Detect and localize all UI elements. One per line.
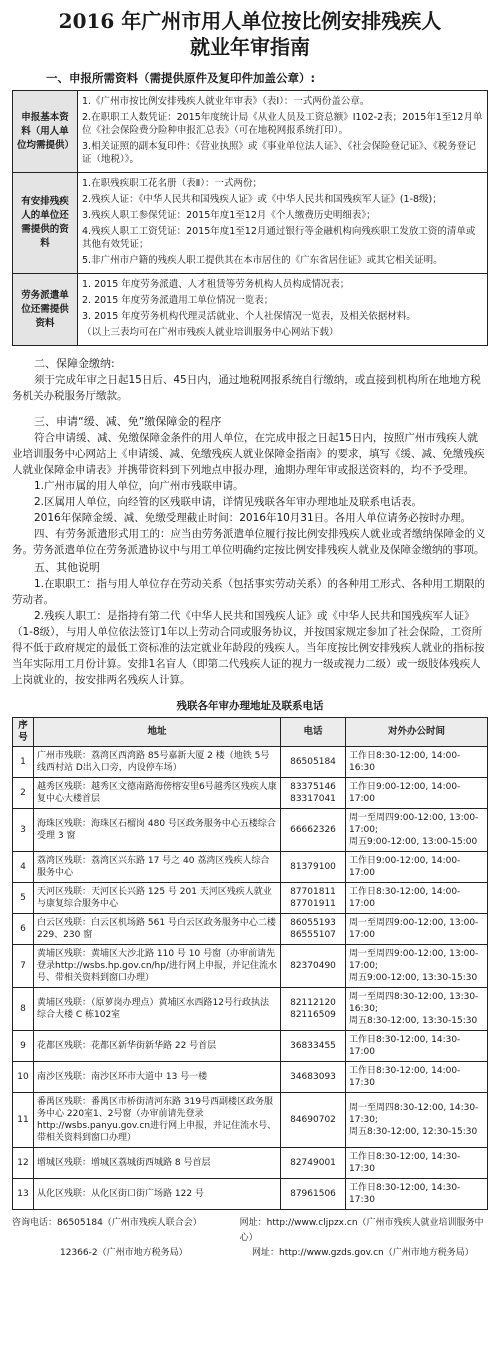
address-table-header bbox=[13, 718, 488, 747]
title-line-2: 就业年审指南 bbox=[190, 35, 310, 59]
header-tel: 电话 bbox=[281, 718, 346, 747]
cell-tel: 87961506 bbox=[281, 1179, 346, 1210]
cell-tel: 36833455 bbox=[281, 1031, 346, 1062]
table-row bbox=[13, 1179, 488, 1210]
cell-tel: 34683093 bbox=[281, 1062, 346, 1093]
table-row bbox=[13, 852, 488, 883]
cell-tel: 82370490 bbox=[281, 945, 346, 988]
req-row-dispatch bbox=[13, 274, 488, 346]
page-title bbox=[12, 8, 488, 60]
table-row bbox=[13, 778, 488, 809]
req-item: 2.在职职工人数凭证：2015年度统计局《从业人员及工资总额》I102-2表；2015年1至12月单位《社会保险费分险种申报汇总表》（可在地税网报系统打印）。 bbox=[82, 112, 483, 136]
req-item: 3.相关证照的副本复印件：《营业执照》或《事业单位法人证》、《社会保险登记证》、《税务登记证（地税）》。 bbox=[82, 141, 476, 165]
cell-no: 9 bbox=[13, 1031, 34, 1062]
req-item: 1. 2015 年度劳务派遣、人才租赁等劳务机构人员构成情况表； bbox=[82, 279, 350, 290]
cell-tel: 82112120 82116509 bbox=[281, 988, 346, 1031]
cell-no: 13 bbox=[13, 1179, 34, 1210]
cell-tel: 82749001 bbox=[281, 1148, 346, 1179]
header-hours: 对外办公时间 bbox=[346, 718, 488, 747]
cell-hours: 周一至周四9:00-12:00, 13:00-17:00; 周五9:00-12:00, 13:30-15:30 bbox=[346, 945, 488, 988]
req-item: 3. 2015 年度劳务机构代理灵活就业、个人社保情况一览表，及相关依据材料。 bbox=[82, 311, 416, 322]
cell-addr: 增城区残联：增城区荔城街西城路 8 号首层 bbox=[34, 1148, 281, 1179]
req-item: 2.残疾人证：《中华人民共和国残疾人证》或《中华人民共和国残疾军人证》(1-8级)； bbox=[82, 194, 442, 205]
header-addr: 地址 bbox=[34, 718, 281, 747]
cell-tel: 83375146 83317041 bbox=[281, 778, 346, 809]
table-row bbox=[13, 1062, 488, 1093]
section1-heading: 一、申报所需资料（需提供原件及复印件加盖公章）: bbox=[46, 71, 316, 85]
footer bbox=[12, 1216, 488, 1261]
cell-tel: 81379100 bbox=[281, 852, 346, 883]
cell-no: 1 bbox=[13, 747, 34, 778]
cell-addr: 广州市残联：荔湾区西湾路 85号嘉新大厦 2 楼（地铁 5号线西村站 D出入口旁，内设停车场） bbox=[34, 747, 281, 778]
table-row bbox=[13, 1093, 488, 1148]
section4-text: 四、有劳务派遣形式用工的：应当由劳务派遣单位履行按比例安排残疾人就业或者缴纳保障金的义务。劳务派遣单位在劳务派遣协议中与用工单位明确约定按比例安排残疾人就业及保障金缴纳的事项。 bbox=[12, 528, 486, 556]
table-row bbox=[13, 914, 488, 945]
footer-consult: 咨询电话：86505184（广州市残疾人联合会） bbox=[12, 1218, 202, 1228]
req-items-dispatch bbox=[78, 274, 488, 346]
section5-item-2: 2.残疾人职工：是指持有第二代《中华人民共和国残疾人证》或《中华人民共和国残疾军人证》（1-8级），与用人单位依法签订1年以上劳动合同或服务协议，并按国家规定参加了社会保险，工资所得不低于政府规定的最低工资标准的法定就业年龄段的残疾人。当年度按比例安排残疾人就业的指标按当年实际用工月份计算。安排1名盲人（即第二代残疾人证的视力一级或视力二级）或一级肢体残疾人上岗就业的，按安排两名残疾人计算。 bbox=[12, 610, 485, 686]
req-item: 4.残疾人职工工资凭证：2015年度1至12月通过银行等金融机构向残疾职工发放工资的清单或其他有效凭证； bbox=[82, 226, 476, 250]
cell-hours: 工作日8:30-12:00, 14:00-17:00 bbox=[346, 883, 488, 914]
table-row bbox=[13, 883, 488, 914]
section5-item-1: 1.在职职工：指与用人单位存在劳动关系（包括事实劳动关系）的各种用工形式、各种用工期限的劳动者。 bbox=[12, 578, 486, 606]
req-item: 5.非广州市户籍的残疾人职工提供其在本市居住的《广东省居住证》或其它相关证明。 bbox=[82, 255, 443, 266]
cell-addr: 番禺区残联：番禺区市桥街清河东路 319号西副楼区政务服务中心 220室1、2号窗（办审前请先登录http://wsbs.panyu.gov.cn进行网上申报，并记住流水号、带相关资料到窗口办理） bbox=[34, 1093, 281, 1148]
table-row bbox=[13, 945, 488, 988]
section3-item-1: 1.广州市属的用人单位，向广州市残联申请。 bbox=[34, 480, 244, 492]
cell-tel: 86505184 bbox=[281, 747, 346, 778]
cell-addr: 花都区残联：花都区新华街新华路 22 号首层 bbox=[34, 1031, 281, 1062]
cell-addr: 海珠区残联：海珠区石榴岗 480 号区政务服务中心五楼综合受理 3 窗 bbox=[34, 809, 281, 852]
address-table-title: 残联各年审办理地址及联系电话 bbox=[176, 700, 324, 712]
cell-hours: 工作日8:30-12:00, 14:00-16:30 bbox=[346, 747, 488, 778]
cell-tel: 86055193 86555107 bbox=[281, 914, 346, 945]
req-item: 2. 2015 年度劳务派遣用工单位情况一览表； bbox=[82, 295, 274, 306]
req-side-basic: 申报基本资料（用人单位均需提供） bbox=[13, 91, 78, 173]
req-row-disabled bbox=[13, 173, 488, 274]
cell-hours: 工作日9:00-12:00, 14:00-17:00 bbox=[346, 778, 488, 809]
footer-consult-2: 12366-2（广州市地方税务局） bbox=[60, 1248, 188, 1258]
cell-addr: 越秀区残联：越秀区文德南路海傍榕安里6号越秀区残疾人康复中心大楼首层 bbox=[34, 778, 281, 809]
footer-row-2 bbox=[12, 1246, 488, 1261]
cell-no: 2 bbox=[13, 778, 34, 809]
section3-text: 符合申请缓、减、免缴保障金条件的用人单位，在完成申报之日起15日内，按照广州市残疾人就业培训服务中心网站上《申请缓、减、免缴残疾人就业保障金指南》的要求，填写《缓、减、免缴残疾人就业保障金申请表》并携带资料到下列地点申报办理，逾期办理年审或报送资料的，均不予受理。 bbox=[12, 432, 485, 476]
req-item: 3.残疾人职工参保凭证：2015年度1至12月《个人缴费历史明细表》； bbox=[82, 210, 376, 221]
cell-hours: 周一至周四8:30-12:00, 14:30-17:30; 周五8:30-12:00, 12:30-15:30 bbox=[346, 1093, 488, 1148]
cell-no: 10 bbox=[13, 1062, 34, 1093]
req-items-basic bbox=[78, 91, 488, 173]
table-row bbox=[13, 747, 488, 778]
cell-hours: 工作日8:30-12:00, 14:30-17:00 bbox=[346, 1031, 488, 1062]
section5-heading: 五、其他说明 bbox=[34, 561, 100, 574]
cell-hours: 工作日8:30-12:00, 14:30-17:30 bbox=[346, 1179, 488, 1210]
cell-no: 5 bbox=[13, 883, 34, 914]
cell-addr: 南沙区残联：南沙区环市大道中 13 号一楼 bbox=[34, 1062, 281, 1093]
title-line-1: 2016 年广州市用人单位按比例安排残疾人 bbox=[58, 9, 442, 33]
cell-no: 12 bbox=[13, 1148, 34, 1179]
section2-heading: 二、保障金缴纳: bbox=[34, 357, 115, 370]
cell-no: 7 bbox=[13, 945, 34, 988]
cell-no: 3 bbox=[13, 809, 34, 852]
footer-website-1: 网址：http://www.cljpzx.cn（广州市残疾人就业培训服务中心） bbox=[239, 1218, 484, 1243]
cell-hours: 工作日8:30-12:00, 14:30-17:30 bbox=[346, 1148, 488, 1179]
cell-addr: 黄埔区残联：黄埔区大沙北路 110 号 10 号窗（办审前请先登录http://wsbs.hp.gov.cn/hp/进行网上申报，并记住流水号、带相关资料到窗口办理） bbox=[34, 945, 281, 988]
cell-addr: 天河区残联：天河区长兴路 125 号 201 天河区残疾人就业与康复综合服务中心 bbox=[34, 883, 281, 914]
req-item: 1.在职残疾职工花名册（表Ⅱ）：一式两份； bbox=[82, 178, 262, 189]
cell-no: 11 bbox=[13, 1093, 34, 1148]
cell-no: 8 bbox=[13, 988, 34, 1031]
cell-tel: 84690702 bbox=[281, 1093, 346, 1148]
req-item: （以上三表均可在广州市残疾人就业培训服务中心网站下载） bbox=[82, 327, 339, 338]
cell-no: 4 bbox=[13, 852, 34, 883]
cell-hours: 周一至周四8:30-12:00, 13:30-16:30; 周五8:30-12:00, 13:30-15:30 bbox=[346, 988, 488, 1031]
req-side-disabled: 有安排残疾人的单位还需提供的资料 bbox=[13, 173, 78, 274]
cell-hours: 周一至周四9:00-12:00, 13:00-17:00 bbox=[346, 914, 488, 945]
cell-hours: 工作日9:00-12:00, 14:00-17:00 bbox=[346, 852, 488, 883]
table-row bbox=[13, 809, 488, 852]
footer-row-1 bbox=[12, 1216, 488, 1246]
section3-item-2: 2.区属用人单位，向经管的区残联申请，详情见残联各年审办理地址及联系电话表。 bbox=[34, 496, 423, 508]
cell-hours: 工作日8:30-12:00, 14:00-17:30 bbox=[346, 1062, 488, 1093]
cell-addr: 黄埔区残联：（原萝岗办理点）黄埔区水西路12号行政执法综合大楼 C 栋102室 bbox=[34, 988, 281, 1031]
cell-hours: 周一至周四9:00-12:00, 13:00-17:00; 周五9:00-12:00, 13:00-15:00 bbox=[346, 809, 488, 852]
table-row bbox=[13, 1031, 488, 1062]
req-row-basic bbox=[13, 91, 488, 173]
address-table-body bbox=[13, 747, 488, 1210]
footer-website-2: 网址：http://www.gzds.gov.cn（广州市地方税务局） bbox=[252, 1248, 474, 1258]
cell-tel: 87701811 87701911 bbox=[281, 883, 346, 914]
cell-addr: 白云区残联：白云区机场路 561 号白云区政务服务中心二楼 229、230 窗 bbox=[34, 914, 281, 945]
cell-addr: 荔湾区残联：荔湾区兴东路 17 号之 40 荔湾区残疾人综合服务中心 bbox=[34, 852, 281, 883]
address-table bbox=[12, 717, 488, 1210]
cell-tel: 66662326 bbox=[281, 809, 346, 852]
section3-deadline: 2016年保障金缓、减、免缴受理截止时间：2016年10月31日。各用人单位请务必按时办理。 bbox=[34, 512, 472, 524]
section3-heading: 三、申请“缓、减、免”缴保障金的程序 bbox=[34, 415, 222, 428]
req-item: 1.《广州市按比例安排残疾人就业年审表》（表Ⅰ）：一式两份盖公章。 bbox=[82, 96, 370, 107]
cell-no: 6 bbox=[13, 914, 34, 945]
cell-addr: 从化区残联：从化区街口街广场路 122 号 bbox=[34, 1179, 281, 1210]
section2-text: 须于完成年审之日起15日后、45日内，通过地税网报系统自行缴纳，或直接到机构所在地地方税务机关办税服务厅缴款。 bbox=[12, 374, 481, 402]
table-row bbox=[13, 988, 488, 1031]
table-row bbox=[13, 1148, 488, 1179]
req-side-dispatch: 劳务派遣单位还需提供资料 bbox=[13, 274, 78, 346]
requirements-table bbox=[12, 90, 488, 346]
req-items-disabled bbox=[78, 173, 488, 274]
header-no: 序号 bbox=[13, 718, 34, 747]
